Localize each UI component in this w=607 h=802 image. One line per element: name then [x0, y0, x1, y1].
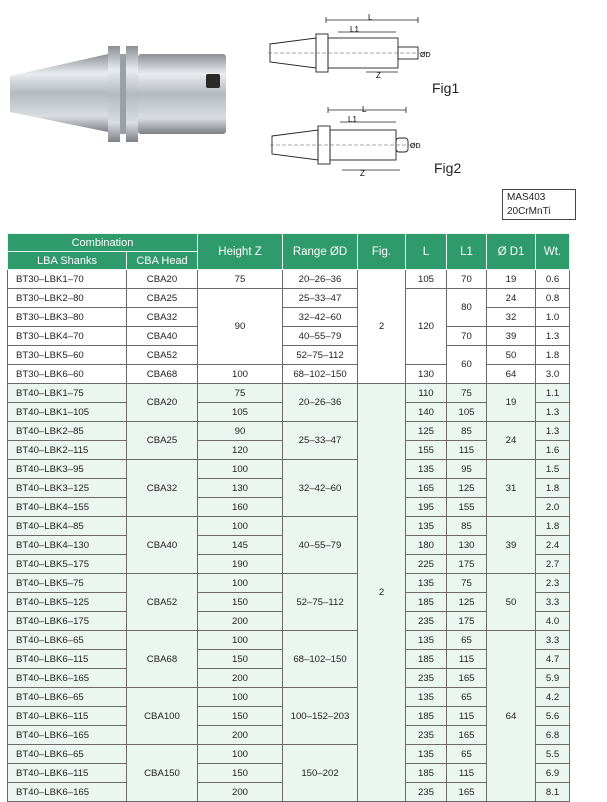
- range-d: 100–152–203: [283, 688, 358, 745]
- length-l1: 65: [447, 631, 487, 650]
- weight: 3.3: [536, 631, 570, 650]
- table-row: [8, 270, 570, 289]
- length-l: 135: [406, 745, 447, 764]
- length-l1: 125: [447, 479, 487, 498]
- length-l: 135: [406, 688, 447, 707]
- length-l1: 60: [447, 346, 487, 384]
- weight: 1.3: [536, 403, 570, 422]
- lba-shank: BT40–LBK6–165: [8, 726, 127, 745]
- lba-shank: BT40–LBK6–65: [8, 631, 127, 650]
- range-d: 68–102–150: [283, 631, 358, 688]
- height-z: 150: [198, 593, 283, 612]
- weight: 4.7: [536, 650, 570, 669]
- length-l1: 165: [447, 726, 487, 745]
- weight: 0.6: [536, 270, 570, 289]
- height-z: 120: [198, 441, 283, 460]
- weight: 5.5: [536, 745, 570, 764]
- lba-shank: BT40–LBK5–75: [8, 574, 127, 593]
- cba-head: CBA32: [127, 308, 198, 327]
- weight: 1.3: [536, 327, 570, 346]
- height-z: 100: [198, 365, 283, 384]
- range-d: 25–33–47: [283, 422, 358, 460]
- fig1-dim-Z: Z: [376, 71, 381, 80]
- table-row: [8, 289, 570, 308]
- length-l: 135: [406, 460, 447, 479]
- fig2-dim-D: ØD: [410, 143, 421, 150]
- weight: 4.2: [536, 688, 570, 707]
- range-d: 52–75–112: [283, 574, 358, 631]
- weight: 1.6: [536, 441, 570, 460]
- material-standard: MAS403: [507, 192, 546, 203]
- lba-shank: BT40–LBK2–85: [8, 422, 127, 441]
- height-z: 75: [198, 384, 283, 403]
- lba-shank: BT40–LBK6–65: [8, 688, 127, 707]
- fig2-dim-L1: L1: [348, 115, 357, 124]
- weight: 1.8: [536, 479, 570, 498]
- lba-shank: BT30–LBK3–80: [8, 308, 127, 327]
- range-d: 52–75–112: [283, 346, 358, 365]
- header-combination: Combination: [8, 234, 198, 252]
- height-z: 100: [198, 574, 283, 593]
- lba-shank: BT40–LBK6–165: [8, 669, 127, 688]
- range-d: 150–202: [283, 745, 358, 802]
- header-wt: Wt.: [536, 234, 570, 270]
- diameter-d1: 24: [487, 422, 536, 460]
- cba-head: CBA25: [127, 422, 198, 460]
- table-row: [8, 460, 570, 479]
- bt40-group: [8, 384, 570, 802]
- length-l1: 130: [447, 536, 487, 555]
- lba-shank: BT40–LBK1–75: [8, 384, 127, 403]
- lba-shank: BT40–LBK4–155: [8, 498, 127, 517]
- header-l1: L1: [447, 234, 487, 270]
- lba-shank: BT40–LBK6–115: [8, 650, 127, 669]
- cba-head: CBA68: [127, 365, 198, 384]
- length-l: 185: [406, 764, 447, 783]
- range-d: 20–26–36: [283, 384, 358, 422]
- diameter-d1: 50: [487, 346, 536, 365]
- length-l: 140: [406, 403, 447, 422]
- height-z: 200: [198, 783, 283, 802]
- length-l: 180: [406, 536, 447, 555]
- length-l: 135: [406, 631, 447, 650]
- diameter-d1: 64: [487, 631, 536, 802]
- height-z: 100: [198, 745, 283, 764]
- header-fig: Fig.: [358, 234, 406, 270]
- fig2-label: Fig2: [434, 160, 462, 176]
- cba-head: CBA25: [127, 289, 198, 308]
- table-row: [8, 517, 570, 536]
- height-z: 160: [198, 498, 283, 517]
- length-l: 165: [406, 479, 447, 498]
- length-l: 185: [406, 593, 447, 612]
- length-l1: 105: [447, 403, 487, 422]
- lba-shank: BT40–LBK6–175: [8, 612, 127, 631]
- fig2-dim-L: L: [362, 105, 367, 114]
- header-height-z: Height Z: [198, 234, 283, 270]
- range-d: 40–55–79: [283, 517, 358, 574]
- cba-head: CBA40: [127, 327, 198, 346]
- length-l1: 65: [447, 688, 487, 707]
- weight: 2.0: [536, 498, 570, 517]
- weight: 1.8: [536, 517, 570, 536]
- weight: 2.4: [536, 536, 570, 555]
- table-row: [8, 688, 570, 707]
- length-l1: 115: [447, 650, 487, 669]
- range-d: 32–42–60: [283, 460, 358, 517]
- lba-shank: BT40–LBK2–115: [8, 441, 127, 460]
- length-l1: 115: [447, 707, 487, 726]
- length-l: 225: [406, 555, 447, 574]
- length-l1: 70: [447, 270, 487, 289]
- height-z: 100: [198, 631, 283, 650]
- cba-head: CBA20: [127, 270, 198, 289]
- height-z: 100: [198, 688, 283, 707]
- length-l1: 85: [447, 517, 487, 536]
- header-lba-shanks: LBA Shanks: [8, 252, 127, 270]
- lba-shank: BT40–LBK6–65: [8, 745, 127, 764]
- weight: 8.1: [536, 783, 570, 802]
- lba-shank: BT40–LBK3–95: [8, 460, 127, 479]
- weight: 1.5: [536, 460, 570, 479]
- weight: 3.3: [536, 593, 570, 612]
- lba-shank: BT40–LBK6–165: [8, 783, 127, 802]
- weight: 2.3: [536, 574, 570, 593]
- length-l1: 115: [447, 441, 487, 460]
- cba-head: CBA32: [127, 460, 198, 517]
- cba-head: CBA52: [127, 574, 198, 631]
- set-screw: [206, 74, 220, 88]
- diameter-d1: 39: [487, 517, 536, 574]
- height-z: 200: [198, 612, 283, 631]
- lba-shank: BT30–LBK2–80: [8, 289, 127, 308]
- flange: [108, 46, 120, 142]
- weight: 3.0: [536, 365, 570, 384]
- diameter-d1: 19: [487, 270, 536, 289]
- cba-head: CBA20: [127, 384, 198, 422]
- length-l1: 175: [447, 612, 487, 631]
- height-z: 105: [198, 403, 283, 422]
- height-z: 90: [198, 422, 283, 441]
- lba-shank: BT40–LBK3–125: [8, 479, 127, 498]
- length-l1: 65: [447, 745, 487, 764]
- height-z: 130: [198, 479, 283, 498]
- taper-shank: [10, 54, 108, 132]
- material-box: [502, 189, 576, 220]
- fig1-dim-L: L: [368, 14, 373, 22]
- length-l: 125: [406, 422, 447, 441]
- length-l1: 125: [447, 593, 487, 612]
- length-l1: 115: [447, 764, 487, 783]
- fig1-drawing: [268, 14, 458, 86]
- fig2-drawing: [270, 104, 460, 178]
- length-l: 235: [406, 783, 447, 802]
- height-z: 100: [198, 460, 283, 479]
- height-z: 90: [198, 289, 283, 365]
- cba-head: CBA52: [127, 346, 198, 365]
- length-l: 135: [406, 517, 447, 536]
- cba-head: CBA68: [127, 631, 198, 688]
- length-l: 195: [406, 498, 447, 517]
- length-l: 110: [406, 384, 447, 403]
- header-cba-head: CBA Head: [127, 252, 198, 270]
- diameter-d1: 32: [487, 308, 536, 327]
- tool-holder-photo: [8, 40, 230, 150]
- lba-shank: BT40–LBK4–85: [8, 517, 127, 536]
- height-z: 145: [198, 536, 283, 555]
- range-d: 25–33–47: [283, 289, 358, 308]
- weight: 1.8: [536, 346, 570, 365]
- diameter-d1: 50: [487, 574, 536, 631]
- fig-number: 2: [358, 270, 406, 384]
- height-z: 75: [198, 270, 283, 289]
- length-l: 235: [406, 669, 447, 688]
- length-l1: 165: [447, 783, 487, 802]
- height-z: 190: [198, 555, 283, 574]
- length-l1: 75: [447, 384, 487, 403]
- material-steel: 20CrMnTi: [507, 206, 551, 217]
- weight: 1.1: [536, 384, 570, 403]
- length-l1: 75: [447, 574, 487, 593]
- weight: 6.9: [536, 764, 570, 783]
- diameter-d1: 19: [487, 384, 536, 422]
- fig1-dim-D: ØD: [420, 52, 431, 59]
- length-l1: 155: [447, 498, 487, 517]
- weight: 0.8: [536, 289, 570, 308]
- lba-shank: BT40–LBK4–130: [8, 536, 127, 555]
- range-d: 68–102–150: [283, 365, 358, 384]
- header-l: L: [406, 234, 447, 270]
- height-z: 200: [198, 726, 283, 745]
- diameter-d1: 64: [487, 365, 536, 384]
- diameter-d1: 31: [487, 460, 536, 517]
- length-l: 185: [406, 650, 447, 669]
- lba-shank: BT40–LBK5–175: [8, 555, 127, 574]
- lba-shank: BT40–LBK1–105: [8, 403, 127, 422]
- fig1-dim-L1: L1: [350, 25, 359, 34]
- length-l: 120: [406, 289, 447, 365]
- length-l: 130: [406, 365, 447, 384]
- length-l1: 95: [447, 460, 487, 479]
- weight: 5.9: [536, 669, 570, 688]
- cba-head: CBA100: [127, 688, 198, 745]
- diameter-d1: 24: [487, 289, 536, 308]
- fig1-label: Fig1: [432, 80, 460, 96]
- height-z: 150: [198, 764, 283, 783]
- fig2-dim-Z: Z: [360, 169, 365, 178]
- lba-shank: BT30–LBK6–60: [8, 365, 127, 384]
- body-cylinder: [138, 54, 226, 134]
- weight: 1.3: [536, 422, 570, 441]
- height-z: 100: [198, 517, 283, 536]
- lba-shank: BT40–LBK5–125: [8, 593, 127, 612]
- header-d1: Ø D1: [487, 234, 536, 270]
- weight: 2.7: [536, 555, 570, 574]
- length-l: 235: [406, 726, 447, 745]
- table-row: [8, 346, 570, 365]
- length-l1: 175: [447, 555, 487, 574]
- lba-shank: BT40–LBK6–115: [8, 764, 127, 783]
- fig-number: 2: [358, 384, 406, 802]
- weight: 1.0: [536, 308, 570, 327]
- lba-shank: BT30–LBK5–60: [8, 346, 127, 365]
- bt30-group: [8, 270, 570, 384]
- length-l: 185: [406, 707, 447, 726]
- height-z: 200: [198, 669, 283, 688]
- table-row: [8, 631, 570, 650]
- length-l: 135: [406, 574, 447, 593]
- spec-table: [7, 233, 570, 802]
- length-l: 235: [406, 612, 447, 631]
- weight: 6.8: [536, 726, 570, 745]
- lba-shank: BT30–LBK4–70: [8, 327, 127, 346]
- length-l: 155: [406, 441, 447, 460]
- header-range: Range ØD: [283, 234, 358, 270]
- diameter-d1: 39: [487, 327, 536, 346]
- weight: 4.0: [536, 612, 570, 631]
- lba-shank: BT30–LBK1–70: [8, 270, 127, 289]
- cba-head: CBA150: [127, 745, 198, 802]
- length-l1: 165: [447, 669, 487, 688]
- cba-head: CBA40: [127, 517, 198, 574]
- height-z: 150: [198, 707, 283, 726]
- length-l1: 85: [447, 422, 487, 441]
- table-row: [8, 745, 570, 764]
- range-d: 40–55–79: [283, 327, 358, 346]
- length-l1: 80: [447, 289, 487, 327]
- range-d: 32–42–60: [283, 308, 358, 327]
- table-row: [8, 574, 570, 593]
- range-d: 20–26–36: [283, 270, 358, 289]
- lba-shank: BT40–LBK6–115: [8, 707, 127, 726]
- table-row: [8, 327, 570, 346]
- weight: 5.6: [536, 707, 570, 726]
- table-row: [8, 384, 570, 403]
- table-row: [8, 422, 570, 441]
- length-l1: 70: [447, 327, 487, 346]
- height-z: 150: [198, 650, 283, 669]
- length-l: 105: [406, 270, 447, 289]
